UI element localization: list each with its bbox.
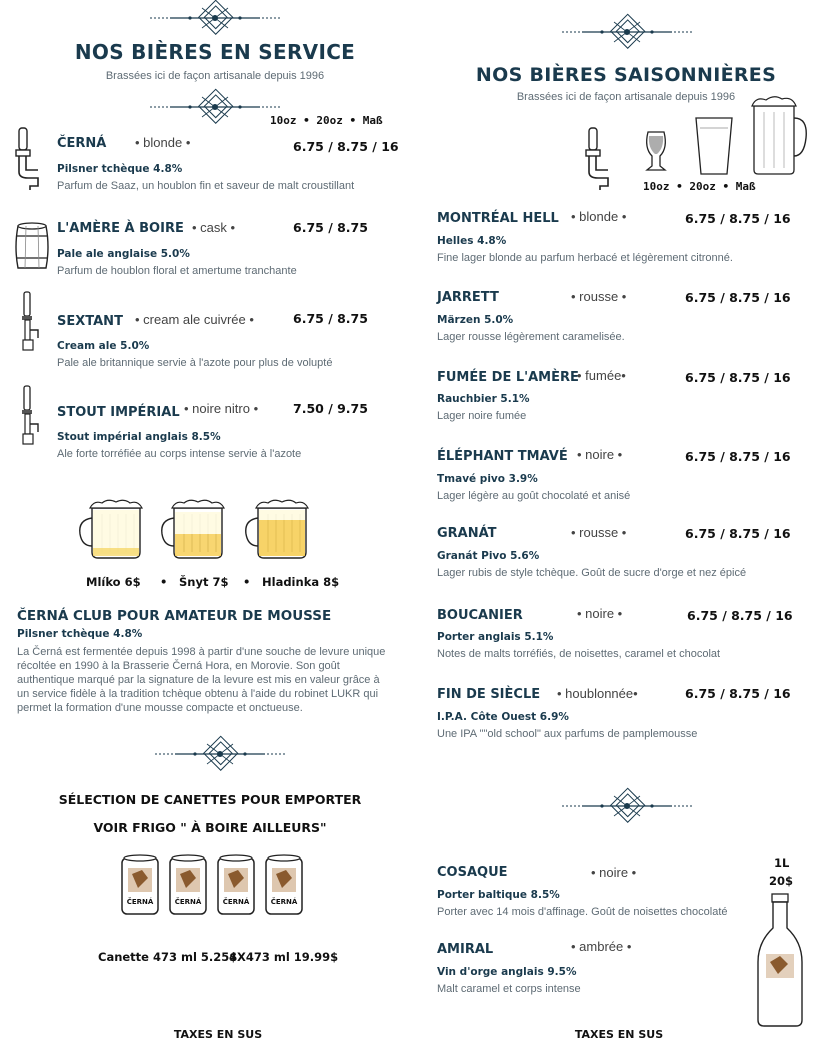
right-taxes: TAXES EN SUS bbox=[574, 1028, 664, 1041]
club-title: ČERNÁ CLUB POUR AMATEUR DE MOUSSE bbox=[17, 608, 332, 624]
beer-style: • rousse • bbox=[571, 289, 627, 304]
beer-style: • rousse • bbox=[571, 525, 627, 540]
beer-style: • cask • bbox=[192, 220, 236, 235]
beer-name: FUMÉE DE L'AMÈRE bbox=[437, 370, 579, 385]
beer-desc: Lager noire fumée bbox=[437, 410, 527, 422]
ornament-divider bbox=[150, 8, 280, 30]
beer-type: Porter anglais 5.1% bbox=[437, 631, 554, 643]
beer-desc: Pale ale britannique servie à l'azote pour plus de volupté bbox=[57, 357, 333, 369]
beer-price: 6.75 / 8.75 / 16 bbox=[685, 449, 791, 464]
mliko-mug-icon bbox=[84, 500, 154, 562]
bottle-name: COSAQUE bbox=[437, 865, 508, 880]
club-type: Pilsner tchèque 4.8% bbox=[17, 628, 143, 640]
bottle-desc: Malt caramel et corps intense bbox=[437, 983, 581, 995]
beer-name: STOUT IMPÉRIAL bbox=[57, 405, 180, 420]
nitro-tap-icon bbox=[22, 292, 42, 352]
hladinka-mug-icon bbox=[250, 500, 320, 562]
beer-type: Tmavé pivo 3.9% bbox=[437, 473, 538, 485]
beer-name: GRANÁT bbox=[437, 526, 497, 541]
left-taxes: TAXES EN SUS bbox=[173, 1028, 263, 1041]
pint-glass-icon bbox=[694, 116, 734, 176]
ornament-divider bbox=[155, 744, 285, 766]
can-icon bbox=[122, 854, 162, 920]
ornament-divider bbox=[150, 97, 280, 119]
pour-mliko: Mlíko 6$ bbox=[86, 575, 141, 589]
beer-name: BOUCANIER bbox=[437, 608, 523, 623]
left-sizes-header: 10oz • 20oz • Maß bbox=[270, 114, 383, 127]
beer-name: MONTRÉAL HELL bbox=[437, 211, 559, 226]
beer-price: 6.75 / 8.75 bbox=[293, 220, 368, 235]
cans-title: SÉLECTION DE CANETTES POUR EMPORTER bbox=[58, 792, 362, 807]
beer-type: Granát Pivo 5.6% bbox=[437, 550, 540, 562]
right-subtitle: Brassées ici de façon artisanale depuis 1996 bbox=[516, 91, 736, 103]
beer-price: 6.75 / 8.75 bbox=[293, 311, 368, 326]
bottle-style: • noire • bbox=[591, 865, 637, 880]
bottle-icon bbox=[756, 892, 804, 1030]
beer-desc: Parfum de houblon floral et amertume tranchante bbox=[57, 265, 297, 277]
bottle-desc: Porter avec 14 mois d'affinage. Goût de noisettes chocolaté bbox=[437, 906, 728, 918]
beer-price: 7.50 / 9.75 bbox=[293, 401, 368, 416]
beer-style: • blonde • bbox=[571, 209, 627, 224]
beer-price: 6.75 / 8.75 / 16 bbox=[685, 211, 791, 226]
beer-style: • noire • bbox=[577, 606, 623, 621]
beer-desc: Lager rousse légèrement caramelisée. bbox=[437, 331, 625, 343]
beer-type: Rauchbier 5.1% bbox=[437, 393, 530, 405]
beer-style: • houblonnée• bbox=[557, 686, 638, 701]
beer-type: Cream ale 5.0% bbox=[57, 340, 150, 352]
can-label: ČERNÁ bbox=[126, 898, 154, 906]
beer-desc: Une IPA ""old school" aux parfums de pamplemousse bbox=[437, 728, 698, 740]
pour-sep: • bbox=[243, 575, 251, 589]
beer-price: 6.75 / 8.75 / 16 bbox=[685, 370, 791, 385]
ornament-divider bbox=[562, 796, 692, 818]
mass-stein-icon bbox=[750, 96, 808, 176]
beer-desc: Lager rubis de style tchèque. Goût de sucre d'orge et nez épicé bbox=[437, 567, 747, 579]
bottle-style: • ambrée • bbox=[571, 939, 632, 954]
beer-desc: Parfum de Saaz, un houblon fin et saveur de malt croustillant bbox=[57, 180, 355, 192]
beer-desc: Fine lager blonde au parfum herbacé et légèrement citronné. bbox=[437, 252, 733, 264]
beer-desc: Ale forte torréfiée au corps intense servie à l'azote bbox=[57, 448, 302, 460]
beer-name: JARRETT bbox=[437, 290, 499, 305]
right-title: NOS BIÈRES SAISONNIÈRES bbox=[475, 64, 777, 86]
can-label: ČERNÁ bbox=[222, 898, 250, 906]
beer-style: • cream ale cuivrée • bbox=[135, 312, 254, 327]
beer-desc: Notes de malts torréfiés, de noisettes, caramel et chocolat bbox=[437, 648, 721, 660]
beer-type: Märzen 5.0% bbox=[437, 314, 514, 326]
left-subtitle: Brassées ici de façon artisanale depuis 1996 bbox=[105, 70, 325, 82]
can-icon bbox=[218, 854, 258, 920]
can-label: ČERNÁ bbox=[174, 898, 202, 906]
beer-desc: Lager légère au goût chocolaté et anisé bbox=[437, 490, 631, 502]
barrel-icon bbox=[14, 222, 50, 272]
can-icon bbox=[170, 854, 210, 920]
right-sizes-header: 10oz • 20oz • Maß bbox=[643, 180, 756, 193]
beer-type: Pilsner tchèque 4.8% bbox=[57, 163, 183, 175]
beer-price: 6.75 / 8.75 / 16 bbox=[687, 608, 793, 623]
bottle-type: Vin d'orge anglais 9.5% bbox=[437, 966, 577, 978]
tulip-glass-icon bbox=[644, 130, 670, 174]
bottle-type: Porter baltique 8.5% bbox=[437, 889, 560, 901]
beer-type: Helles 4.8% bbox=[437, 235, 507, 247]
beer-name: L'AMÈRE À BOIRE bbox=[57, 221, 184, 236]
cans-subtitle: VOIR FRIGO " À BOIRE AILLEURS" bbox=[93, 820, 327, 835]
beer-type: I.P.A. Côte Ouest 6.9% bbox=[437, 711, 569, 723]
beer-name: SEXTANT bbox=[57, 314, 123, 329]
snyt-mug-icon bbox=[166, 500, 236, 562]
beer-name: ČERNÁ bbox=[57, 136, 107, 151]
club-text: La Černá est fermentée depuis 1998 à partir d'une souche de levure unique récoltée en 1990 à la Brasserie Černá Hora, en Morovie. Son goût authentique marqué par la signature de la levure est mis en valeur grâce à un service fidèle à la tradition tchèque obtenu à l'aide du robinet LUKR qui permet la formation d'une mousse compacte et onctueuse. bbox=[17, 646, 386, 714]
beer-name: ÉLÉPHANT TMAVÉ bbox=[437, 449, 568, 464]
can-icon bbox=[266, 854, 306, 920]
pour-hladinka: Hladinka 8$ bbox=[262, 575, 340, 589]
beer-style: • fumée• bbox=[577, 368, 626, 383]
nitro-tap-icon bbox=[22, 386, 42, 446]
ornament-divider bbox=[562, 22, 692, 44]
beer-price: 6.75 / 8.75 / 16 bbox=[685, 290, 791, 305]
pour-snyt: Šnyt 7$ bbox=[179, 575, 229, 589]
bottle-size: 1L bbox=[774, 856, 790, 870]
can-price-single: Canette 473 ml 5.25$ bbox=[98, 950, 238, 964]
beer-price: 6.75 / 8.75 / 16 bbox=[685, 686, 791, 701]
beer-type: Stout impérial anglais 8.5% bbox=[57, 431, 221, 443]
can-price-pack: 4X473 ml 19.99$ bbox=[229, 950, 339, 964]
beer-name: FIN DE SIÈCLE bbox=[437, 687, 541, 702]
beer-price: 6.75 / 8.75 / 16 bbox=[293, 139, 399, 154]
pour-sep: • bbox=[160, 575, 168, 589]
beer-style: • noire • bbox=[577, 447, 623, 462]
beer-tap-icon bbox=[16, 128, 48, 192]
can-label: ČERNÁ bbox=[270, 898, 298, 906]
beer-type: Pale ale anglaise 5.0% bbox=[57, 248, 190, 260]
beer-price: 6.75 / 8.75 / 16 bbox=[685, 526, 791, 541]
beer-style: • noire nitro • bbox=[184, 401, 259, 416]
left-title: NOS BIÈRES EN SERVICE bbox=[74, 40, 356, 64]
bottle-price: 20$ bbox=[769, 874, 794, 888]
bottle-name: AMIRAL bbox=[437, 942, 494, 957]
beer-tap-icon bbox=[586, 128, 618, 192]
beer-style: • blonde • bbox=[135, 135, 191, 150]
